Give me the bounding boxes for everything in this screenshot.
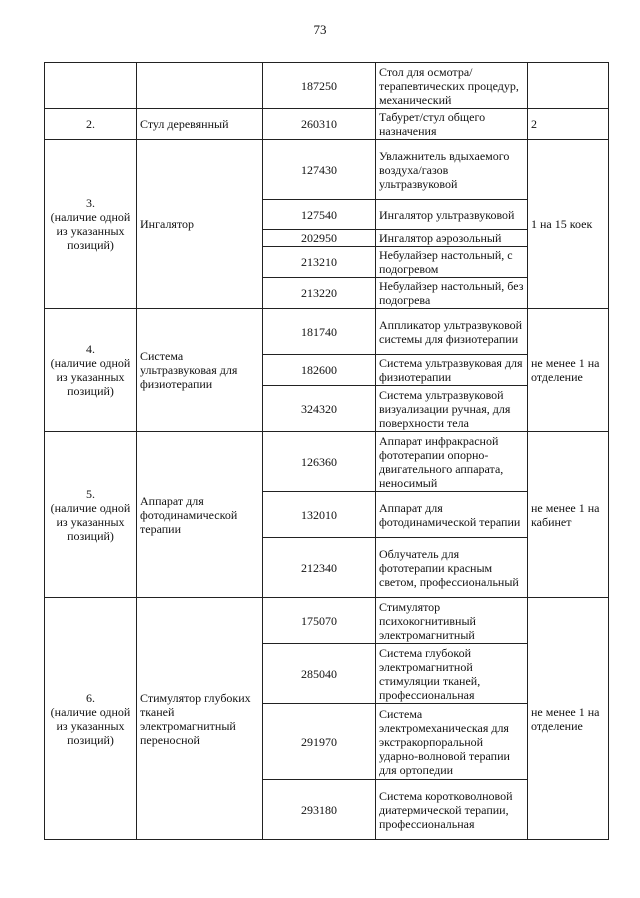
nomenclature-code: 126360 — [263, 432, 376, 492]
nomenclature-code: 181740 — [263, 309, 376, 355]
row-number-value: 3. — [86, 196, 95, 210]
row-number-value: 6. — [86, 690, 95, 705]
nomenclature-code: 213210 — [263, 247, 376, 278]
row-number-value: 5. — [86, 486, 95, 501]
equipment-name-cell — [137, 63, 263, 109]
nomenclature-description: Стимулятор психокогнитивный электромагнитный — [376, 598, 528, 644]
required-quantity — [528, 63, 609, 109]
nomenclature-description: Облучатель для фототерапии красным светом, профессиональный — [376, 538, 528, 598]
nomenclature-description: Аппарат для фотодинамической терапии — [376, 492, 528, 538]
nomenclature-description: Система глубокой электромагнитной стимуляции тканей, профессиональная — [376, 644, 528, 704]
nomenclature-code: 212340 — [263, 538, 376, 598]
nomenclature-description: Увлажнитель вдыхаемого воздуха/газов ультразвуковой — [376, 140, 528, 200]
nomenclature-code: 127540 — [263, 200, 376, 230]
table-row — [45, 309, 609, 355]
nomenclature-code: 324320 — [263, 386, 376, 432]
table-row — [45, 140, 609, 200]
required-quantity: не менее 1 на отделение — [528, 598, 609, 840]
nomenclature-description: Стол для осмотра/терапевтических процедур, механический — [376, 63, 528, 109]
equipment-name: Ингалятор — [137, 140, 263, 309]
nomenclature-description: Аппарат инфракрасной фототерапии опорно-двигательного аппарата, неносимый — [376, 432, 528, 492]
nomenclature-description: Система коротковолновой диатермической терапии, профессиональная — [376, 780, 528, 840]
nomenclature-code: 260310 — [263, 109, 376, 140]
row-number — [45, 140, 137, 309]
row-number — [45, 309, 137, 432]
equipment-name: Стул деревянный — [137, 109, 263, 140]
nomenclature-code: 291970 — [263, 704, 376, 780]
nomenclature-description: Система ультразвуковая для физиотерапии — [376, 355, 528, 386]
nomenclature-description: Табурет/стул общего назначения — [376, 109, 528, 140]
row-number — [45, 432, 137, 598]
nomenclature-code: 293180 — [263, 780, 376, 840]
table-row — [45, 432, 609, 492]
table-row — [45, 63, 609, 109]
nomenclature-description: Ингалятор аэрозольный — [376, 230, 528, 247]
nomenclature-description: Ингалятор ультразвуковой — [376, 200, 528, 230]
table-row — [45, 598, 609, 644]
nomenclature-code: 182600 — [263, 355, 376, 386]
nomenclature-code: 202950 — [263, 230, 376, 247]
nomenclature-description: Небулайзер настольный, без подогрева — [376, 278, 528, 309]
required-quantity: не менее 1 на отделение — [528, 309, 609, 432]
nomenclature-code: 285040 — [263, 644, 376, 704]
nomenclature-description: Небулайзер настольный, с подогревом — [376, 247, 528, 278]
row-number-note: (наличие одной из указанных позиций) — [50, 704, 131, 747]
equipment-name: Аппарат для фотодинамической терапии — [137, 432, 263, 598]
row-number: 2. — [45, 109, 137, 140]
nomenclature-description: Система электромеханическая для экстракорпоральной ударно-волновой терапии для ортопедии — [376, 704, 528, 780]
nomenclature-code: 213220 — [263, 278, 376, 309]
equipment-name: Система ультразвуковая для физиотерапии — [137, 309, 263, 432]
nomenclature-code: 175070 — [263, 598, 376, 644]
nomenclature-description: Аппликатор ультразвуковой системы для физиотерапии — [376, 309, 528, 355]
row-number-note: (наличие одной из указанных позиций) — [50, 210, 131, 252]
page-number: 73 — [313, 22, 327, 37]
nomenclature-code: 127430 — [263, 140, 376, 200]
row-number-note: (наличие одной из указанных позиций) — [50, 356, 131, 398]
row-number-value: 4. — [86, 342, 95, 356]
equipment-name: Стимулятор глубоких тканей электромагнитный переносной — [137, 598, 263, 840]
nomenclature-description: Система ультразвуковой визуализации ручная, для поверхности тела — [376, 386, 528, 432]
required-quantity: 2 — [528, 109, 609, 140]
row-number-note: (наличие одной из указанных позиций) — [50, 500, 131, 543]
equipment-table — [44, 62, 609, 840]
nomenclature-code: 132010 — [263, 492, 376, 538]
required-quantity: 1 на 15 коек — [528, 140, 609, 309]
table-row — [45, 109, 609, 140]
row-number-cell — [45, 63, 137, 109]
required-quantity: не менее 1 на кабинет — [528, 432, 609, 598]
nomenclature-code: 187250 — [263, 63, 376, 109]
row-number — [45, 598, 137, 840]
